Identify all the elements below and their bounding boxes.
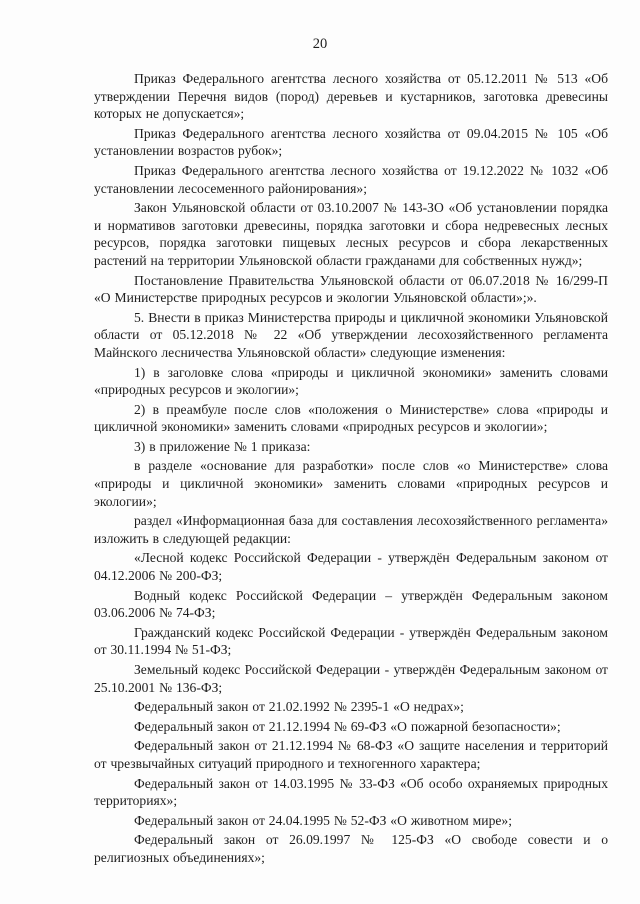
paragraph: «Лесной кодекс Российской Федерации - утверждён Федеральным законом от 04.12.2006 № 200-ФЗ; [94, 550, 608, 584]
paragraph: Федеральный закон от 14.03.1995 № 33-ФЗ «Об особо охраняемых природных территориях»; [94, 775, 608, 809]
paragraph: Закон Ульяновской области от 03.10.2007 № 143-ЗО «Об установлении порядка и нормативов заготовки древесины, порядка заготовки и сбора недревесных лесных ресурсов, порядка заготовки пищевых лесных ресурсов и сбора лекарственных растений на территории Ульяновской области гражданами для собственных нужд»; [94, 200, 608, 268]
paragraph: в разделе «основание для разработки» после слов «о Министерстве» слова «природы и цикличной экономики» заменить словами «природных ресурсов и экологии»; [94, 458, 608, 509]
paragraph: Земельный кодекс Российской Федерации - утверждён Федеральным законом от 25.10.2001 № 136-ФЗ; [94, 662, 608, 695]
paragraph: Федеральный закон от 21.12.1994 № 69-ФЗ «О пожарной безопасности»; [134, 718, 561, 734]
paragraph: раздел «Информационная база для составления лесохозяйственного регламента» изложить в следующей редакции: [94, 513, 608, 546]
page-number: 20 [312, 36, 328, 52]
paragraph: Водный кодекс Российской Федерации – утверждён Федеральным законом 03.06.2006 № 74-ФЗ; [94, 587, 608, 621]
paragraph: Федеральный закон от 24.04.1995 № 52-ФЗ «О животном мире»; [134, 812, 512, 828]
paragraph: Федеральный закон от 21.12.1994 № 68-ФЗ «О защите населения и территорий от чрезвычайных ситуаций природного и техногенного характера; [94, 738, 608, 771]
paragraph: Федеральный закон от 26.09.1997 № 125-ФЗ «О свободе совести и о религиозных объединениях»; [94, 832, 608, 865]
paragraph: Приказ Федерального агентства лесного хозяйства от 05.12.2011 № 513 «Об утверждении Перечня видов (пород) деревьев и кустарников, заготовка древесины которых не допускается»; [94, 71, 608, 122]
paragraph: Приказ Федерального агентства лесного хозяйства от 19.12.2022 № 1032 «Об установлении лесосеменного районирования»; [94, 162, 608, 196]
document-body [94, 70, 608, 869]
paragraph: Гражданский кодекс Российской Федерации - утверждён Федеральным законом от 30.11.1994 № 51-ФЗ; [94, 624, 608, 658]
paragraph: Федеральный закон от 21.02.1992 № 2395-1 «О недрах»; [134, 699, 464, 715]
paragraph: 1) в заголовке слова «природы и цикличной экономики» заменить словами «природных ресурсов и экологии»; [94, 364, 608, 398]
paragraph: 3) в приложение № 1 приказа: [134, 438, 311, 454]
paragraph: Приказ Федерального агентства лесного хозяйства от 09.04.2015 № 105 «Об установлении возрастов рубок»; [94, 125, 608, 159]
paragraph: Постановление Правительства Ульяновской области от 06.07.2018 № 16/299-П «О Министерстве природных ресурсов и экологии Ульяновской области»;». [94, 272, 608, 306]
paragraph: 5. Внести в приказ Министерства природы и цикличной экономики Ульяновской области от 05.12.2018 № 22 «Об утверждении лесохозяйственного регламента Майнского лесничества Ульяновской области» следующие изменения: [94, 309, 608, 360]
paragraph: 2) в преамбуле после слов «положения о Министерстве» слова «природы и цикличной экономики» заменить словами «природных ресурсов и экологии»; [94, 401, 608, 435]
